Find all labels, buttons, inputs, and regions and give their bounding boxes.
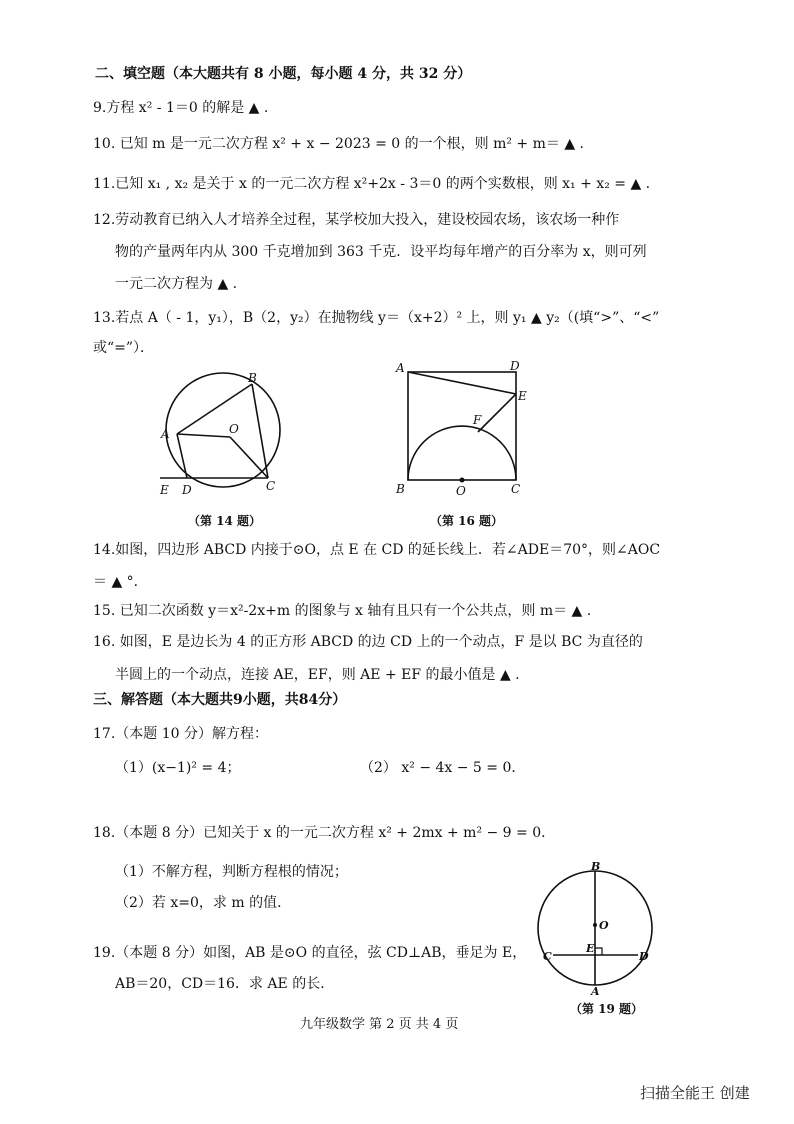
section-2-title: 二、填空题（本大题共有 8 小题，每小题 4 分，共 32 分） xyxy=(95,66,472,82)
fig14-segment-ad xyxy=(177,434,187,478)
fig16-label-d: D xyxy=(510,359,520,373)
question-18-part-1: （1）不解方程，判断方程根的情况； xyxy=(115,864,348,880)
fig16-semicircle xyxy=(408,426,516,480)
question-17-part-1: （1）(x−1)² = 4； xyxy=(115,760,241,776)
question-18-head: 18.（本题 8 分）已知关于 x 的一元二次方程 x² + 2mx + m² − 9 = 0． xyxy=(93,825,556,841)
fig14-label-d: D xyxy=(182,483,192,497)
question-17-part-2: （2） x² − 4x − 5 = 0． xyxy=(360,760,526,776)
fig19-label-c: C xyxy=(543,950,552,963)
question-13-line-2: 或“=”）． xyxy=(93,340,155,356)
scanner-watermark: 扫描全能王 创建 xyxy=(640,1084,750,1102)
figure-19-caption: （第 19 题） xyxy=(570,1002,644,1016)
question-11: 11.已知 x₁ , x₂ 是关于 x 的一元二次方程 x²+2x - 3＝0 的两个实数根，则 x₁ + x₂ = ▲ . xyxy=(93,176,651,192)
fig16-segment-ef xyxy=(478,394,516,432)
question-10: 10. 已知 m 是一元二次方程 x² + x − 2023 = 0 的一个根，则 m² + m＝ ▲ . xyxy=(93,136,584,152)
question-13-line-1: 13.若点 A（ - 1，y₁），B（2，y₂）在抛物线 y＝（x+2）² 上，则 y₁ ▲ y₂（(填“>”、“<” xyxy=(93,310,660,326)
fig14-label-c: C xyxy=(266,479,276,493)
question-15: 15. 已知二次函数 y＝x²-2x+m 的图象与 x 轴有且只有一个公共点，则 m＝ ▲ . xyxy=(93,603,592,619)
question-12-line-2: 物的产量两年内从 300 千克增加到 363 千克．设平均每年增产的百分率为 x，则可列 xyxy=(115,244,647,260)
fig16-label-a: A xyxy=(396,361,405,375)
fig19-right-angle-mark xyxy=(595,948,602,955)
fig19-label-d: D xyxy=(639,950,649,963)
fig14-label-b: B xyxy=(248,371,257,385)
fig16-label-b: B xyxy=(396,482,405,496)
fig19-label-o: O xyxy=(599,919,609,932)
question-18-part-2: （2）若 x=0，求 m 的值． xyxy=(115,895,292,911)
figure-14-caption: （第 14 题） xyxy=(188,514,262,528)
fig14-segment-ab xyxy=(177,384,252,434)
fig19-label-a: A xyxy=(591,985,600,995)
fig16-label-e: E xyxy=(518,389,527,403)
figure-19-diagram xyxy=(535,860,655,995)
page-footer: 九年级数学 第 2 页 共 4 页 xyxy=(300,1017,459,1032)
fig19-label-e: E xyxy=(586,942,595,955)
fig16-label-o: O xyxy=(456,484,466,498)
fig19-label-b: B xyxy=(591,860,601,873)
fig14-label-a: A xyxy=(161,427,170,441)
fig16-label-f: F xyxy=(473,413,482,427)
question-19-line-1: 19.（本题 8 分）如图，AB 是⊙O 的直径，弦 CD⊥AB，垂足为 E， xyxy=(93,945,527,961)
question-17-head: 17.（本题 10 分）解方程： xyxy=(93,726,268,742)
figure-16-caption: （第 16 题） xyxy=(430,514,504,528)
fig16-label-c: C xyxy=(511,482,521,496)
fig16-segment-ae xyxy=(408,372,516,394)
fig14-label-o: O xyxy=(229,422,239,436)
question-12-line-1: 12.劳动教育已纳入人才培养全过程，某学校加大投入，建设校园农场，该农场一种作 xyxy=(93,212,620,228)
figure-16-diagram xyxy=(390,358,540,498)
fig14-segment-ao xyxy=(177,434,230,437)
question-16-line-1: 16. 如图，E 是边长为 4 的正方形 ABCD 的边 CD 上的一个动点，F 是以 BC 为直径的 xyxy=(93,634,643,650)
fig14-label-e: E xyxy=(160,483,169,497)
question-14-line-1: 14.如图，四边形 ABCD 内接于⊙O，点 E 在 CD 的延长线上．若∠ADE＝70°，则∠AOC xyxy=(93,542,661,558)
figure-14-diagram xyxy=(150,370,300,500)
section-3-title: 三、解答题（本大题共9小题，共84分） xyxy=(93,692,347,708)
fig19-point-o xyxy=(593,923,597,927)
question-14-line-2: ＝ ▲ °． xyxy=(93,574,148,590)
question-12-line-3: 一元二次方程为 ▲ . xyxy=(115,276,238,292)
question-19-line-2: AB＝20，CD＝16．求 AE 的长． xyxy=(115,976,335,992)
question-16-line-2: 半圆上的一个动点，连接 AE，EF，则 AE + EF 的最小值是 ▲ . xyxy=(115,667,520,683)
fig16-point-o xyxy=(460,478,465,483)
question-9: 9.方程 x² - 1＝0 的解是 ▲ . xyxy=(93,100,269,116)
